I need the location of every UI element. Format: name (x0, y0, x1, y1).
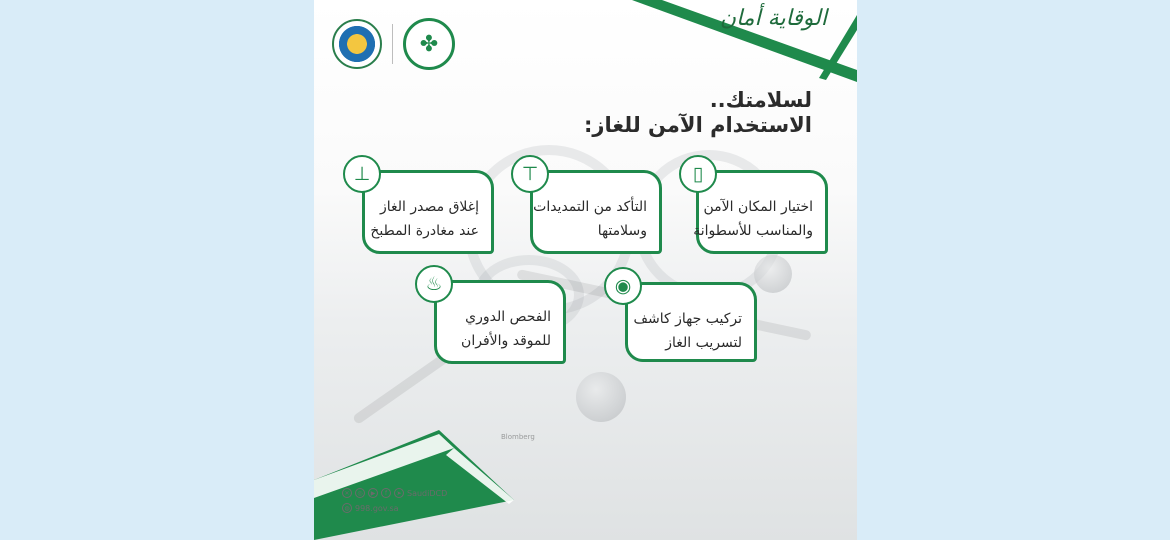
globe-icon: ◍ (342, 503, 352, 513)
logo-divider (392, 24, 393, 64)
gas-detector-icon: ◉ (604, 267, 642, 305)
logo-group (332, 18, 455, 70)
tip-line: الفحص الدوري (465, 309, 551, 325)
facebook-icon[interactable]: f (381, 488, 391, 498)
gas-cylinder-icon: ▯ (679, 155, 717, 193)
stove-brand-text: Blomberg (501, 433, 535, 441)
instagram-icon[interactable]: ◎ (355, 488, 365, 498)
tip-line: إغلاق مصدر الغاز (379, 199, 479, 215)
headline (584, 88, 812, 138)
footer (342, 488, 447, 513)
tip-line: لتسريب الغاز (665, 335, 742, 351)
tip-line: تركيب جهاز كاشف (633, 311, 742, 327)
telegram-icon[interactable]: ➤ (394, 488, 404, 498)
brand-tagline: الوقاية أمان (719, 6, 827, 31)
tip-card-inspection (434, 280, 566, 364)
tip-line: اختيار المكان الآمن (703, 199, 813, 215)
poster (314, 0, 857, 540)
civil-defense-emblem-icon (332, 19, 382, 69)
tip-line: عند مغادرة المطبخ (370, 223, 479, 239)
tip-line: وسلامتها (597, 223, 647, 239)
tip-card-detector (625, 282, 757, 362)
stove-flame-icon: ♨ (415, 265, 453, 303)
tip-card-pipes (530, 170, 662, 254)
gas-valve-icon: ⊤ (511, 155, 549, 193)
youtube-icon[interactable]: ▶ (368, 488, 378, 498)
website-link[interactable] (342, 503, 447, 513)
tip-card-shutoff (362, 170, 494, 254)
headline-line2: الاستخدام الآمن للغاز: (584, 113, 812, 137)
pipe-shutoff-icon: ⊥ (343, 155, 381, 193)
social-handle[interactable]: SaudiDCD (407, 488, 448, 498)
x-icon[interactable]: ✕ (342, 488, 352, 498)
green-stripe-decoration (314, 0, 857, 540)
headline-line1: لسلامتك.. (709, 88, 812, 112)
tip-line: التأكد من التمديدات (533, 199, 647, 215)
tip-card-cylinder (693, 170, 828, 254)
tip-line: للموقد والأفران (461, 333, 551, 349)
website-text[interactable]: 998.gov.sa (355, 503, 399, 513)
tip-line: والمناسب للأسطوانة (693, 223, 813, 239)
ministry-emblem-icon: ✤ (403, 18, 455, 70)
social-links (342, 488, 447, 498)
